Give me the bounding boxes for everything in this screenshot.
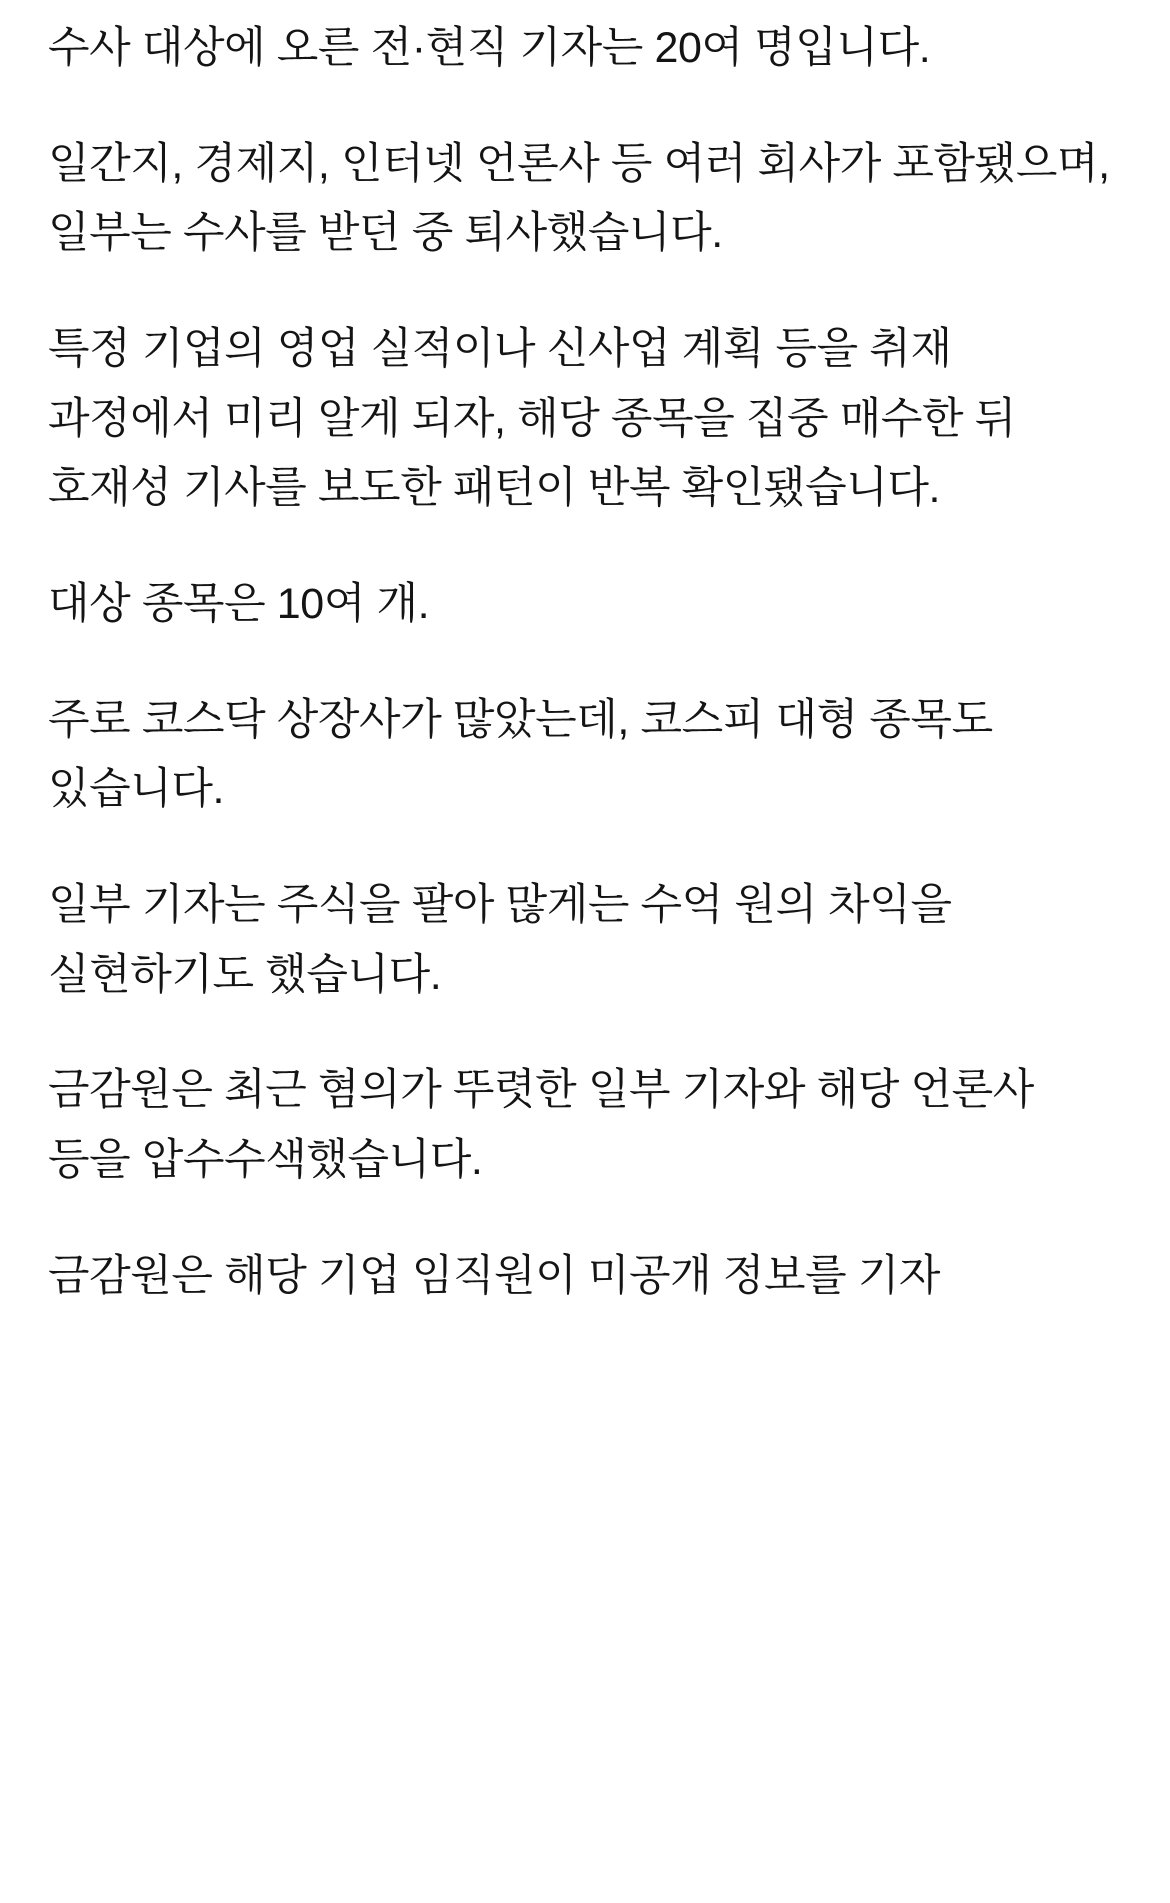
article-paragraph: 수사 대상에 오른 전·현직 기자는 20여 명입니다. <box>48 24 931 72</box>
article-paragraph: 일부 기자는 주식을 팔아 많게는 수억 원의 차익을 실현하기도 했습니다. <box>48 880 964 999</box>
article-paragraph: 특정 기업의 영업 실적이나 신사업 계획 등을 취재 과정에서 미리 알게 되자, 해당 종목을 집중 매수한 뒤 호재성 기사를 보도한 패턴이 반복 확인됐습니다. <box>48 324 1028 513</box>
article-paragraph: 주로 코스닥 상장사가 많았는데, 코스피 대형 종목도 있습니다. <box>48 695 1005 814</box>
article-paragraph: 대상 종목은 10여 개. <box>48 579 430 628</box>
article-paragraph: 금감원은 최근 혐의가 뚜렷한 일부 기자와 해당 언론사 등을 압수수색했습니다. <box>48 1066 1046 1184</box>
article-paragraph: 금감원은 해당 기업 임직원이 미공개 정보를 기자 <box>48 1251 941 1300</box>
article-paragraph: 일간지, 경제지, 인터넷 언론사 등 여러 회사가 포함됐으며, 일부는 수사를 받던 중 퇴사했습니다. <box>48 139 1122 258</box>
